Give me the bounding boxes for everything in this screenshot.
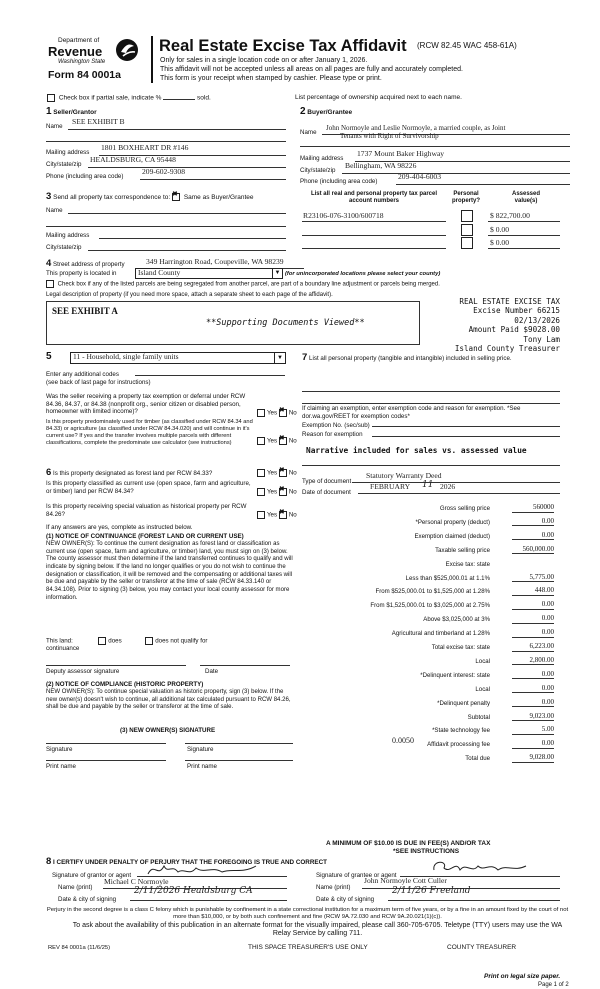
fee-value[interactable]: 0.00 [512, 684, 554, 694]
assessed-value-2: $ 0.00 [490, 225, 509, 234]
alt-format-note: To ask about the availability of this publication in an alternate format for the visually impaired, please call 360-705-6705. Teletype (TTY) users may use the WA Relay Service by calling 711. [72, 922, 563, 938]
section5-num: 5 [46, 351, 52, 362]
buyer-city-label: City/state/zip [300, 167, 336, 174]
section6-num: 6 [46, 467, 52, 478]
seller-name-line2[interactable] [46, 133, 286, 142]
form-title-ref: (RCW 82.45 WAC 458-61A) [417, 41, 517, 50]
fee-value[interactable]: 5,775.00 [512, 573, 554, 583]
fee-value[interactable]: 0.00 [512, 670, 554, 680]
chevron-down-icon: ▼ [274, 353, 285, 363]
fee-value[interactable]: 560000 [512, 503, 554, 513]
fee-label: From $525,000.01 to $1,525,000 at 1.28% [375, 588, 490, 596]
assessed-col-header: Assessed value(s) [511, 191, 541, 205]
q6-1-yes-checkbox[interactable] [257, 469, 265, 477]
seller-name-value: SEE EXHIBIT B [72, 117, 125, 126]
buyer-name-line2: Tenants with Right of Survivorship [340, 132, 439, 140]
seller-city-label: City/state/zip [46, 161, 82, 168]
no-label: No [288, 469, 297, 477]
grantor-name-value: Michael C Normoyle [104, 877, 169, 886]
buyer-phone-value: 209-404-6003 [398, 172, 442, 181]
buyer-mail-value: 1737 Mount Baker Highway [357, 149, 445, 158]
notice-2: This affidavit will not be accepted unless all areas on all pages are fully and accurately completed. [160, 66, 463, 73]
perjury-note [40, 907, 575, 921]
seller-city-value: HEALDSBURG, CA 95448 [90, 155, 176, 164]
doc-date-label: Date of document [302, 489, 351, 496]
ownership-note: List percentage of ownership acquired next to each name. [295, 94, 462, 101]
legal-text: SEE EXHIBIT A [52, 306, 118, 316]
minimum-note: A MINIMUM OF $10.00 IS DUE IN FEE(S) AND/OR TAX [326, 840, 491, 847]
buyer-name-line2-field[interactable] [300, 140, 570, 147]
street-value: 349 Harrington Road, Coupeville, WA 98239 [146, 257, 284, 266]
fee-label: Exemption claimed (deduct) [414, 532, 490, 540]
land-does-checkbox[interactable] [98, 637, 106, 645]
owner-print-label-2: Print name [187, 763, 217, 770]
grantor-sig-label: Signature of grantor or agent [52, 872, 132, 879]
dor-emblem-icon [114, 37, 140, 63]
q6-3: Is this property receiving special valuation as historical property per RCW 84.26? [46, 503, 247, 518]
fee-label: *State technology fee [432, 727, 490, 735]
personal-property-field-2[interactable] [302, 395, 560, 404]
personal-col-header: Personal property? [451, 191, 480, 205]
segregated-row [46, 280, 440, 289]
legal-label: Legal description of property (if you need more space, attach a separate sheet to each page of the affidavit). [46, 292, 333, 298]
legal-paper-note: Print on legal size paper. [484, 973, 561, 980]
fee-value[interactable]: 2,800.00 [512, 656, 554, 666]
fee-label: Less than $525,000.01 at 1.1% [405, 574, 490, 582]
form-number: Form 84 0001a [48, 69, 121, 81]
notice1-text: NEW OWNER(S): To continue the current designation as forest land or classification as current use (open space, farm and agriculture, or timber) land, you must sign on (3) below. The county assessor must then determine if the land transferred continues to qualify and will indicate by signing below. If the land no longer qualifies or you do not wish to continue the designation or classification, it will be removed and the compensating or additional taxes will be due and payable by the seller or transferor at the time of sale (RCW 84.33.140 or 84.34.108). Prior to signing (3) below, you may contact your local county assessor for more information. [46, 541, 293, 601]
additional-codes-field[interactable] [135, 366, 285, 376]
use-code-select[interactable] [70, 352, 286, 364]
parcel-field-2[interactable] [302, 225, 446, 236]
fee-value[interactable]: 0.00 [512, 517, 554, 527]
no-label: No [288, 488, 297, 496]
personal-checkbox-1[interactable] [461, 210, 473, 222]
buyer-name-label: Name [300, 129, 317, 136]
grantor-name-label: Name (print) [58, 884, 93, 891]
q6-2-no-checkbox[interactable] [279, 488, 287, 496]
assessed-value-1: $ 822,700.00 [490, 211, 530, 220]
partial-percent-field[interactable] [163, 99, 195, 100]
perjury-text: Perjury in the second degree is a class C felony which is punishable by confinement in a state correctional institution for a maximum term of five years, or by a fine in an amount fixed by the court of not more than $10,000, or by both such confinement and fine (RCW 9A.72.030 and RCW 9A.20.021(1)(c)). [46, 907, 569, 921]
q5-1-yes-checkbox[interactable] [257, 409, 265, 417]
fee-label: Agricultural and timberland at 1.28% [391, 630, 490, 638]
doc-date-month: FEBRUARY [370, 482, 411, 491]
personal-checkbox-3[interactable] [461, 237, 473, 249]
segregated-checkbox[interactable] [46, 280, 54, 288]
q6-1-answer [257, 469, 297, 477]
treasurer-use-label: THIS SPACE TREASURER'S USE ONLY [248, 944, 368, 951]
fee-label: Affidavit processing fee [427, 741, 490, 749]
q5-1-answer [257, 409, 297, 417]
buyer-heading-label: Buyer/Grantee [307, 109, 353, 116]
doc-date-year: 2026 [440, 482, 456, 491]
fee-value[interactable]: 9,028.00 [512, 753, 554, 763]
this-land-row [46, 637, 207, 645]
fee-label: Total excise tax: state [431, 644, 490, 651]
section3-city-field[interactable] [88, 238, 286, 251]
continuance-label: continuance [46, 645, 80, 652]
notice2-title: (2) NOTICE OF COMPLIANCE (HISTORIC PROPERTY) [46, 681, 204, 688]
section3-name-label: Name [46, 207, 63, 214]
section3-mail-label: Mailing address [46, 232, 90, 239]
section7-num: 7 [302, 352, 308, 363]
local-rate-value: 0.0050 [392, 736, 414, 745]
stamp-line2: Excise Number 66215 [473, 306, 560, 316]
fee-label: Local [475, 657, 490, 665]
seller-phone-value: 209-602-9308 [142, 167, 186, 176]
county-note: (for unincorporated locations please select your county) [285, 271, 441, 277]
partial-sale-label: Check box if partial sale, indicate % [58, 94, 162, 102]
buyer-heading-num: 2 [300, 106, 306, 117]
q6-1-row [46, 467, 212, 479]
parcel-value-1: R23106-076-3100/600718 [303, 211, 384, 220]
fee-value[interactable]: 6,223.00 [512, 642, 554, 652]
section8-num: 8 [46, 856, 52, 867]
owner-signature-label-2: Signature [187, 746, 214, 753]
grantee-date-label: Date & city of signing [316, 896, 375, 903]
notice-3: This form is your receipt when stamped by cashier. Please type or print. [160, 75, 382, 82]
additional-codes-label: Enter any additional codes [46, 371, 119, 378]
located-label: This property is located in [46, 270, 117, 277]
fee-label: From $1,525,000.01 to $3,025,000 at 2.75% [370, 602, 490, 610]
dept-line1: Department of [58, 37, 100, 44]
q6-1: Is this property designated as forest land per RCW 84.33? [53, 470, 213, 477]
seller-name-label: Name [46, 123, 63, 130]
fee-value[interactable]: 448.00 [512, 586, 554, 596]
no-label: No [288, 409, 297, 417]
q6-2: Is this property classified as current use (open space, farm and agriculture, or timber) land per RCW 84.34? [46, 480, 251, 495]
fee-label: Taxable selling price [435, 546, 490, 554]
stamp-line3: 02/13/2026 [514, 315, 560, 325]
notice1-title: (1) NOTICE OF CONTINUANCE (FOREST LAND OR CURRENT USE) [46, 533, 244, 540]
section3-name-field[interactable] [68, 201, 286, 214]
yes-label: Yes [267, 469, 278, 477]
narrative-note: Narrative included for sales vs. assessed value [306, 446, 527, 455]
grantee-date-value: 2/11/26 Freeland [392, 886, 471, 896]
land-does-label: does [108, 637, 122, 645]
grantee-name-label: Name (print) [316, 884, 351, 891]
land-does-not-label: does not qualify for [155, 637, 208, 645]
stamp-line4: Amount Paid $9028.00 [468, 325, 560, 335]
owner-print-label-1: Print name [46, 763, 76, 770]
buyer-mail-label: Mailing address [300, 155, 344, 162]
stamp-line5: Tony Lam [523, 334, 560, 344]
section4-street-row [46, 258, 125, 270]
fee-value[interactable]: 0.00 [512, 698, 554, 708]
fee-label: *Personal property (deduct) [415, 518, 490, 526]
partial-sale-checkbox[interactable] [47, 94, 55, 102]
section3-num: 3 [46, 191, 52, 202]
land-does-not-checkbox[interactable] [145, 637, 153, 645]
seller-mail-label: Mailing address [46, 149, 90, 156]
fee-value[interactable]: 560,000.00 [512, 545, 554, 555]
deputy-signature-field[interactable] [46, 661, 186, 666]
grantor-date-value: 2/11/2026 Healdsburg CA [134, 886, 253, 896]
assessed-value-3: $ 0.00 [490, 238, 509, 247]
owner-print-field-2[interactable] [185, 756, 293, 761]
buyer-heading [300, 106, 352, 118]
grantee-name-value: John Normoyle Cott Culler [364, 876, 447, 885]
fee-value[interactable]: 5.00 [512, 725, 554, 735]
q6-3-yes-checkbox[interactable] [257, 511, 265, 519]
fee-label: *Delinquent penalty [437, 699, 490, 707]
county-treasurer-label: COUNTY TREASURER [447, 944, 517, 951]
notice3-title: (3) NEW OWNER(S) SIGNATURE [120, 727, 216, 734]
county-select[interactable] [135, 268, 283, 279]
notice-1: Only for sales in a single location code on or after January 1, 2026. [160, 57, 368, 64]
fee-value[interactable]: 9,023.00 [512, 712, 554, 722]
stamp-line6: Island County Treasurer [454, 344, 560, 354]
fee-label: Total due [465, 755, 490, 763]
q6-3-no-checkbox[interactable] [279, 511, 287, 519]
fee-label: Excise tax: state [445, 560, 490, 568]
buyer-name-line1: John Normoyle and Leslie Normoyle, a married couple, as Joint [326, 124, 506, 132]
q5-2: Is this property predominately used for timber (as classified under RCW 84.34 and 84.33) or agriculture (as classified under RCW 84.34.020) and will continue in it's current use? If yes and the transfer involves multiple parcels with different classifications, complete the predominate use calculator (see instructions) [46, 419, 253, 446]
fee-value[interactable]: 0.00 [512, 628, 554, 638]
dept-line2: Revenue [48, 44, 103, 59]
reason-label: Reason for exemption [302, 431, 363, 438]
owner-signature-field-2[interactable] [185, 739, 293, 744]
exemption-text: If claiming an exemption, enter exemption code and reason for exemption. *See dor.wa.gov/REET for exemption codes* [302, 405, 521, 420]
q5-2-no-checkbox[interactable] [279, 437, 287, 445]
seller-phone-label: Phone (including area code) [46, 173, 124, 180]
owner-print-field-1[interactable] [46, 756, 166, 761]
q6-3-answer [257, 511, 297, 519]
viewed-note: **Supporting Documents Viewed** [206, 318, 365, 328]
seller-mail-value: 1801 BOXHEART DR #146 [101, 143, 189, 152]
street-label: Street address of property [53, 261, 125, 268]
parcel-col-header: List all real and personal property tax parcel account numbers [310, 191, 438, 205]
chevron-down-icon: ▼ [272, 269, 282, 278]
owner-signature-label-1: Signature [46, 746, 73, 753]
if-yes-note: If any answers are yes, complete as instructed below. [46, 524, 193, 531]
deputy-date-label: Date [205, 668, 219, 675]
partial-sold-label: sold. [197, 94, 211, 102]
same-as-buyer-label: Same as Buyer/Grantee [183, 194, 254, 201]
additional-codes-note: (see back of last page for instructions) [46, 379, 151, 386]
personal-property-field-1[interactable] [302, 383, 560, 392]
rev-label: REV 84 0001a (11/6/25) [48, 945, 111, 951]
deputy-label: Deputy assessor signature [46, 668, 120, 675]
fee-label: *Delinquent interest: state [420, 671, 490, 679]
parcel-field-3[interactable] [302, 238, 446, 249]
fee-value[interactable]: 0.00 [512, 600, 554, 610]
section7-label: List all personal property (tangible and intangible) included in selling price. [309, 355, 512, 362]
section3-label: Send all property tax correspondence to: [53, 194, 171, 201]
seller-heading-label: Seller/Grantor [53, 109, 97, 116]
narrative-field[interactable] [302, 457, 560, 466]
owner-signature-field-1[interactable] [46, 739, 166, 744]
header-divider [151, 36, 153, 83]
fee-label: Local [475, 685, 490, 693]
notice2-text: NEW OWNER(S): To continue special valuation as historic property, sign (3) below. If the new owner(s) doesn't wish to continue, all additional tax calculated pursuant to RCW 84.26, shall be due and payable by the seller or transferor at the time of sale. [46, 689, 291, 711]
segregated-label: Check box if any of the listed parcels are being segregated from another parcel, are part of a boundary line adjustment or parcels being merged. [57, 281, 440, 288]
doc-type-label: Type of document [302, 478, 352, 485]
dept-line3: Washington State [58, 59, 106, 65]
q6-1-no-checkbox[interactable] [279, 469, 287, 477]
doc-date-day: 11 [422, 480, 434, 490]
no-label: No [288, 437, 297, 445]
section7-row [302, 352, 560, 364]
fee-value[interactable]: 0.00 [512, 614, 554, 624]
section3-city-label: City/state/zip [46, 244, 82, 251]
buyer-phone-label: Phone (including area code) [300, 178, 378, 185]
no-label: No [288, 511, 297, 519]
see-instructions: *SEE INSTRUCTIONS [393, 848, 460, 855]
q5-1: Was the seller receiving a property tax exemption or deferral under RCW 84.36, 84.37, or 84.38 (nonprofit org., senior citizen or disabled person, homeowner with limited income)? [46, 393, 246, 416]
yes-label: Yes [267, 409, 278, 417]
yes-label: Yes [267, 511, 278, 519]
yes-label: Yes [267, 488, 278, 496]
q6-2-answer [257, 488, 297, 496]
this-land-label: This land: [46, 637, 73, 645]
personal-checkbox-2[interactable] [461, 224, 473, 236]
q6-2-yes-checkbox[interactable] [257, 488, 265, 496]
fee-label: Above $3,025,000 at 3% [423, 616, 490, 624]
certify-text: I CERTIFY UNDER PENALTY OF PERJURY THAT THE FOREGOING IS TRUE AND CORRECT [53, 859, 327, 866]
fee-value[interactable]: 0.00 [512, 531, 554, 541]
page-number: Page 1 of 2 [538, 982, 569, 988]
reason-field[interactable] [372, 426, 560, 437]
form-title: Real Estate Excise Tax Affidavit [159, 37, 407, 55]
county-select-value: Island County [138, 268, 181, 277]
deputy-date-field[interactable] [200, 661, 290, 666]
buyer-city-value: Bellingham, WA 98226 [345, 161, 417, 170]
q5-2-answer [257, 437, 297, 445]
use-code-value: 11 - Household, single family units [73, 352, 179, 361]
fee-label: Gross selling price [439, 505, 490, 512]
doc-type-value: Statutory Warranty Deed [366, 471, 442, 480]
exemption-no-label: Exemption No. (sec/sub) [302, 422, 370, 429]
treasurer-stamp [420, 297, 560, 354]
fee-value[interactable]: 0.00 [512, 739, 554, 749]
yes-label: Yes [267, 437, 278, 445]
stamp-line1: REAL ESTATE EXCISE TAX [459, 297, 560, 306]
fee-label: Subtotal [467, 713, 490, 721]
q5-1-no-checkbox[interactable] [279, 409, 287, 417]
grantor-date-label: Date & city of signing [58, 896, 117, 903]
grantee-sig-label: Signature of grantee or agent [316, 872, 397, 879]
q5-2-yes-checkbox[interactable] [257, 437, 265, 445]
section4-num: 4 [46, 258, 52, 269]
partial-sale-row [47, 94, 211, 103]
seller-heading-num: 1 [46, 106, 52, 117]
